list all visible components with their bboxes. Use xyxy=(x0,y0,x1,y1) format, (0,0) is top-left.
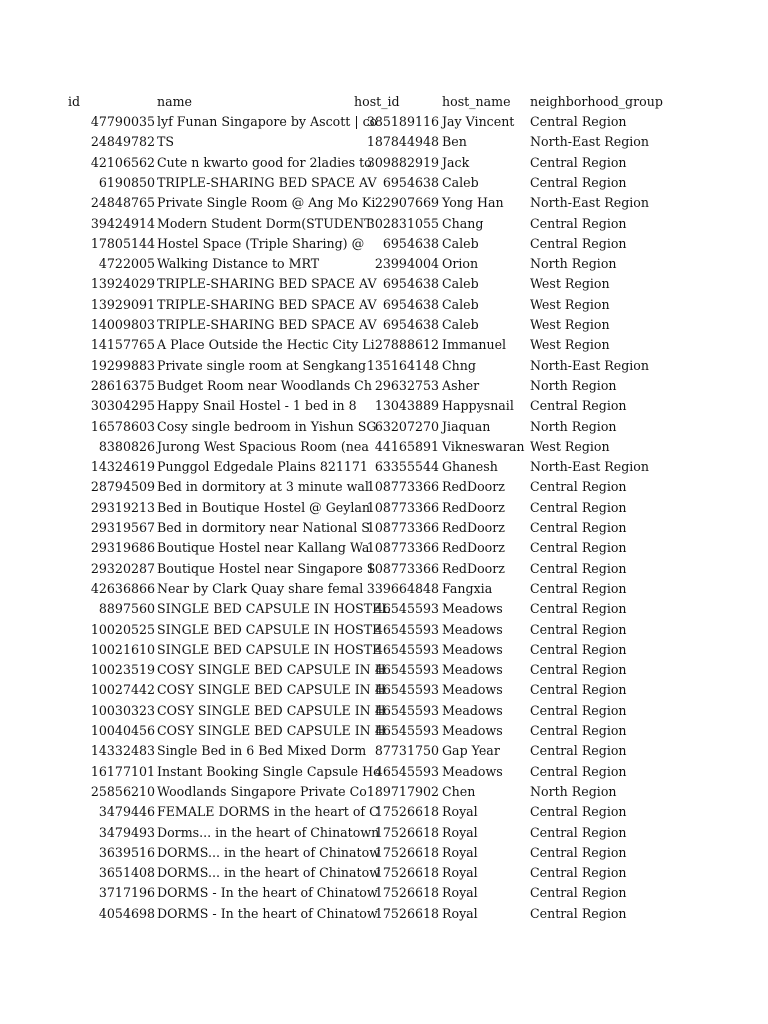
cell-host-id[interactable]: 46545593 xyxy=(374,662,439,678)
cell-id[interactable]: 29320287 xyxy=(90,560,155,576)
table-row[interactable] xyxy=(0,741,768,761)
cell-name[interactable]: COSY SINGLE BED CAPSULE IN H xyxy=(157,682,386,698)
cell-id[interactable]: 14009803 xyxy=(90,317,155,332)
table-row[interactable] xyxy=(0,234,768,254)
cell-name[interactable]: COSY SINGLE BED CAPSULE IN H xyxy=(157,723,386,738)
cell-host-name[interactable]: Vikneswaran xyxy=(442,438,525,454)
cell-host-id[interactable]: 63207270 xyxy=(374,418,439,434)
cell-name[interactable]: TS xyxy=(157,134,175,150)
table-row[interactable] xyxy=(0,680,768,700)
column-header-host-name[interactable]: host_name xyxy=(442,94,511,109)
cell-host-id[interactable]: 46545593 xyxy=(374,702,439,718)
cell-host-id[interactable]: 63355544 xyxy=(374,459,439,475)
table-row[interactable] xyxy=(0,295,768,315)
cell-neighborhood-group[interactable]: Central Region xyxy=(530,885,627,901)
cell-host-name[interactable]: Royal xyxy=(442,844,478,860)
table-row[interactable] xyxy=(0,538,768,558)
cell-neighborhood-group[interactable]: Central Region xyxy=(530,174,627,190)
cell-neighborhood-group[interactable]: Central Region xyxy=(530,824,627,840)
table-row[interactable] xyxy=(0,437,768,457)
table-row[interactable] xyxy=(0,883,768,903)
table-row[interactable] xyxy=(0,498,768,518)
cell-host-id[interactable]: 108773366 xyxy=(366,499,439,515)
cell-neighborhood-group[interactable]: North-East Region xyxy=(530,459,649,475)
table-row[interactable] xyxy=(0,660,768,680)
cell-id[interactable]: 24848765 xyxy=(90,195,155,211)
cell-host-id[interactable]: 17526618 xyxy=(374,844,439,860)
cell-neighborhood-group[interactable]: Central Region xyxy=(530,662,627,678)
cell-id[interactable]: 47790035 xyxy=(90,114,155,129)
table-row[interactable] xyxy=(0,274,768,294)
table-row[interactable] xyxy=(0,132,768,152)
cell-host-id[interactable]: 6954638 xyxy=(382,296,439,312)
cell-host-name[interactable]: RedDoorz xyxy=(442,520,505,535)
cell-host-id[interactable]: 46545593 xyxy=(374,641,439,657)
cell-id[interactable]: 6190850 xyxy=(98,174,155,190)
cell-name[interactable]: TRIPLE-SHARING BED SPACE AV xyxy=(157,276,377,292)
table-row[interactable] xyxy=(0,153,768,173)
table-row[interactable] xyxy=(0,843,768,863)
cell-name[interactable]: Near by Clark Quay share femal xyxy=(157,580,364,596)
cell-name[interactable]: Bed in Boutique Hostel @ Geylan xyxy=(157,499,371,515)
cell-name[interactable]: Cosy single bedroom in Yishun SG xyxy=(157,418,377,434)
cell-id[interactable]: 39424914 xyxy=(90,215,155,231)
cell-name[interactable]: Modern Student Dorm(STUDENT xyxy=(157,215,373,231)
cell-id[interactable]: 3479446 xyxy=(98,804,155,820)
cell-name[interactable]: SINGLE BED CAPSULE IN HOSTE xyxy=(157,641,382,657)
cell-name[interactable]: Budget Room near Woodlands Ch xyxy=(157,377,372,393)
cell-name[interactable]: Private Single Room @ Ang Mo Ki xyxy=(157,195,376,211)
cell-neighborhood-group[interactable]: Central Region xyxy=(530,398,627,414)
cell-id[interactable]: 13929091 xyxy=(90,296,155,312)
cell-neighborhood-group[interactable]: West Region xyxy=(530,317,610,332)
cell-id[interactable]: 16578603 xyxy=(90,418,155,434)
cell-host-name[interactable]: Meadows xyxy=(442,682,503,698)
table-row[interactable] xyxy=(0,802,768,822)
cell-id[interactable]: 29319567 xyxy=(90,520,155,535)
cell-neighborhood-group[interactable]: Central Region xyxy=(530,844,627,860)
cell-host-id[interactable]: 46545593 xyxy=(374,682,439,698)
cell-host-name[interactable]: Ben xyxy=(442,134,467,150)
cell-neighborhood-group[interactable]: North-East Region xyxy=(530,357,649,373)
cell-name[interactable]: Instant Booking Single Capsule Ho xyxy=(157,763,381,779)
cell-host-id[interactable]: 46545593 xyxy=(374,763,439,779)
cell-name[interactable]: Punggol Edgedale Plains 821171 xyxy=(157,459,368,475)
cell-host-name[interactable]: Meadows xyxy=(442,702,503,718)
cell-host-name[interactable]: Meadows xyxy=(442,662,503,678)
cell-host-id[interactable]: 385189116 xyxy=(366,114,439,129)
cell-neighborhood-group[interactable]: West Region xyxy=(530,276,610,292)
cell-neighborhood-group[interactable]: North Region xyxy=(530,377,617,393)
cell-host-id[interactable]: 187844948 xyxy=(366,134,439,150)
column-header-name[interactable]: name xyxy=(157,94,193,109)
cell-neighborhood-group[interactable]: Central Region xyxy=(530,743,627,759)
cell-neighborhood-group[interactable]: North-East Region xyxy=(530,195,649,211)
cell-host-id[interactable]: 309882919 xyxy=(366,154,439,170)
cell-host-id[interactable]: 13043889 xyxy=(374,398,439,414)
cell-host-name[interactable]: RedDoorz xyxy=(442,560,505,576)
cell-host-id[interactable]: 46545593 xyxy=(374,621,439,637)
cell-id[interactable]: 13924029 xyxy=(90,276,155,292)
column-header-neighborhood-group[interactable]: neighborhood_group xyxy=(530,94,663,109)
cell-name[interactable]: COSY SINGLE BED CAPSULE IN H xyxy=(157,662,386,678)
table-row[interactable] xyxy=(0,762,768,782)
cell-host-name[interactable]: Immanuel xyxy=(442,337,507,353)
cell-host-name[interactable]: Meadows xyxy=(442,723,503,738)
cell-host-name[interactable]: Happysnail xyxy=(442,398,514,414)
cell-name[interactable]: TRIPLE-SHARING BED SPACE AV xyxy=(157,174,377,190)
cell-host-name[interactable]: Chen xyxy=(442,783,476,799)
cell-host-id[interactable]: 189717902 xyxy=(366,783,439,799)
cell-host-id[interactable]: 46545593 xyxy=(374,601,439,617)
table-row[interactable] xyxy=(0,457,768,477)
cell-host-id[interactable]: 17526618 xyxy=(374,804,439,820)
cell-host-name[interactable]: Meadows xyxy=(442,641,503,657)
cell-neighborhood-group[interactable]: Central Region xyxy=(530,235,627,251)
cell-host-id[interactable]: 6954638 xyxy=(382,276,439,292)
cell-name[interactable]: Hostel Space (Triple Sharing) @ xyxy=(157,235,365,251)
cell-host-id[interactable]: 23994004 xyxy=(374,256,439,272)
cell-id[interactable]: 28616375 xyxy=(90,377,155,393)
cell-name[interactable]: SINGLE BED CAPSULE IN HOSTE xyxy=(157,621,382,637)
table-row[interactable] xyxy=(0,254,768,274)
cell-host-name[interactable]: Royal xyxy=(442,905,478,921)
cell-neighborhood-group[interactable]: North Region xyxy=(530,783,617,799)
cell-host-name[interactable]: Caleb xyxy=(442,174,479,190)
cell-id[interactable]: 3717196 xyxy=(98,885,155,901)
cell-id[interactable]: 10021610 xyxy=(90,641,155,657)
cell-name[interactable]: SINGLE BED CAPSULE IN HOSTEL xyxy=(157,601,390,617)
cell-name[interactable]: Walking Distance to MRT xyxy=(157,256,320,272)
cell-id[interactable]: 10023519 xyxy=(90,662,155,678)
cell-neighborhood-group[interactable]: Central Region xyxy=(530,641,627,657)
table-row[interactable] xyxy=(0,559,768,579)
cell-name[interactable]: Jurong West Spacious Room (nea xyxy=(157,438,369,454)
cell-id[interactable]: 28794509 xyxy=(90,479,155,495)
cell-name[interactable]: Bed in dormitory near National S xyxy=(157,520,370,535)
cell-host-id[interactable]: 6954638 xyxy=(382,235,439,251)
cell-neighborhood-group[interactable]: Central Region xyxy=(530,580,627,596)
cell-neighborhood-group[interactable]: Central Region xyxy=(530,520,627,535)
cell-host-id[interactable]: 29632753 xyxy=(374,377,439,393)
table-row[interactable] xyxy=(0,620,768,640)
table-row[interactable] xyxy=(0,701,768,721)
cell-host-name[interactable]: Caleb xyxy=(442,317,479,332)
cell-neighborhood-group[interactable]: West Region xyxy=(530,296,610,312)
column-header-id[interactable]: id xyxy=(68,94,81,109)
cell-name[interactable]: FEMALE DORMS in the heart of C xyxy=(157,804,379,820)
cell-id[interactable]: 29319213 xyxy=(90,499,155,515)
cell-id[interactable]: 4722005 xyxy=(98,256,155,272)
cell-neighborhood-group[interactable]: Central Region xyxy=(530,479,627,495)
cell-neighborhood-group[interactable]: Central Region xyxy=(530,763,627,779)
cell-id[interactable]: 4054698 xyxy=(98,905,155,921)
cell-id[interactable]: 3479493 xyxy=(98,824,155,840)
cell-name[interactable]: Boutique Hostel near Kallang Wa xyxy=(157,540,370,556)
cell-host-name[interactable]: Chang xyxy=(442,215,484,231)
cell-neighborhood-group[interactable]: Central Region xyxy=(530,154,627,170)
cell-neighborhood-group[interactable]: Central Region xyxy=(530,560,627,576)
table-row[interactable] xyxy=(0,579,768,599)
cell-name[interactable]: Happy Snail Hostel - 1 bed in 8 xyxy=(157,398,357,414)
cell-id[interactable]: 19299883 xyxy=(90,357,155,373)
table-row[interactable] xyxy=(0,193,768,213)
cell-host-name[interactable]: Caleb xyxy=(442,235,479,251)
cell-id[interactable]: 42106562 xyxy=(90,154,155,170)
table-row[interactable] xyxy=(0,518,768,538)
cell-neighborhood-group[interactable]: Central Region xyxy=(530,865,627,881)
cell-name[interactable]: DORMS - In the heart of Chinatow xyxy=(157,885,378,901)
cell-host-name[interactable]: RedDoorz xyxy=(442,479,505,495)
cell-host-id[interactable]: 22907669 xyxy=(374,195,439,211)
table-row[interactable] xyxy=(0,477,768,497)
cell-host-name[interactable]: Gap Year xyxy=(442,743,500,759)
cell-host-id[interactable]: 87731750 xyxy=(374,743,439,759)
cell-neighborhood-group[interactable]: Central Region xyxy=(530,540,627,556)
table-row[interactable] xyxy=(0,315,768,335)
cell-host-id[interactable]: 108773366 xyxy=(366,520,439,535)
cell-host-id[interactable]: 17526618 xyxy=(374,885,439,901)
table-row[interactable] xyxy=(0,721,768,741)
table-row[interactable] xyxy=(0,782,768,802)
cell-host-id[interactable]: 108773366 xyxy=(366,479,439,495)
cell-host-id[interactable]: 27888612 xyxy=(374,337,439,353)
table-row[interactable] xyxy=(0,376,768,396)
cell-name[interactable]: COSY SINGLE BED CAPSULE IN H xyxy=(157,702,386,718)
cell-neighborhood-group[interactable]: Central Region xyxy=(530,702,627,718)
table-row[interactable] xyxy=(0,863,768,883)
cell-host-name[interactable]: Jack xyxy=(442,154,470,170)
cell-neighborhood-group[interactable]: Central Region xyxy=(530,804,627,820)
cell-id[interactable]: 29319686 xyxy=(90,540,155,556)
cell-host-name[interactable]: Fangxia xyxy=(442,580,493,596)
cell-host-id[interactable]: 108773366 xyxy=(366,560,439,576)
table-row[interactable] xyxy=(0,335,768,355)
table-row[interactable] xyxy=(0,904,768,924)
cell-id[interactable]: 42636866 xyxy=(90,580,155,596)
cell-name[interactable]: Bed in dormitory at 3 minute wal xyxy=(157,479,369,495)
cell-name[interactable]: TRIPLE-SHARING BED SPACE AV xyxy=(157,317,377,332)
cell-neighborhood-group[interactable]: North-East Region xyxy=(530,134,649,150)
cell-id[interactable]: 16177101 xyxy=(90,763,155,779)
cell-host-name[interactable]: Royal xyxy=(442,824,478,840)
cell-name[interactable]: Woodlands Singapore Private Co xyxy=(157,783,367,799)
cell-host-name[interactable]: Orion xyxy=(442,256,479,272)
cell-host-id[interactable]: 17526618 xyxy=(374,905,439,921)
cell-id[interactable]: 10027442 xyxy=(90,682,155,698)
cell-neighborhood-group[interactable]: Central Region xyxy=(530,723,627,738)
table-row[interactable] xyxy=(0,112,768,132)
cell-neighborhood-group[interactable]: Central Region xyxy=(530,682,627,698)
cell-name[interactable]: lyf Funan Singapore by Ascott | co xyxy=(157,114,378,129)
cell-host-name[interactable]: Chng xyxy=(442,357,476,373)
cell-host-id[interactable]: 44165891 xyxy=(374,438,439,454)
cell-name[interactable]: Private single room at Sengkang xyxy=(157,357,367,373)
cell-host-name[interactable]: Royal xyxy=(442,865,478,881)
table-row[interactable] xyxy=(0,173,768,193)
cell-neighborhood-group[interactable]: North Region xyxy=(530,256,617,272)
cell-id[interactable]: 10040456 xyxy=(90,723,155,738)
cell-host-name[interactable]: Royal xyxy=(442,804,478,820)
cell-id[interactable]: 30304295 xyxy=(90,398,155,414)
cell-name[interactable]: TRIPLE-SHARING BED SPACE AV xyxy=(157,296,377,312)
cell-name[interactable]: Boutique Hostel near Singapore S xyxy=(157,560,376,576)
cell-host-id[interactable]: 17526618 xyxy=(374,865,439,881)
cell-host-name[interactable]: Meadows xyxy=(442,601,503,617)
cell-id[interactable]: 14332483 xyxy=(90,743,155,759)
cell-id[interactable]: 10030323 xyxy=(90,702,155,718)
cell-host-name[interactable]: Asher xyxy=(442,377,480,393)
cell-id[interactable]: 3639516 xyxy=(98,844,155,860)
table-row[interactable] xyxy=(0,823,768,843)
cell-host-name[interactable]: RedDoorz xyxy=(442,540,505,556)
cell-host-name[interactable]: Meadows xyxy=(442,621,503,637)
cell-id[interactable]: 17805144 xyxy=(90,235,155,251)
cell-host-id[interactable]: 6954638 xyxy=(382,317,439,332)
cell-neighborhood-group[interactable]: Central Region xyxy=(530,601,627,617)
cell-id[interactable]: 8897560 xyxy=(98,601,155,617)
table-row[interactable] xyxy=(0,356,768,376)
cell-id[interactable]: 3651408 xyxy=(98,865,155,881)
cell-neighborhood-group[interactable]: North Region xyxy=(530,418,617,434)
cell-id[interactable]: 24849782 xyxy=(90,134,155,150)
cell-host-id[interactable]: 46545593 xyxy=(374,723,439,738)
cell-host-id[interactable]: 6954638 xyxy=(382,174,439,190)
cell-host-id[interactable]: 135164148 xyxy=(366,357,439,373)
cell-neighborhood-group[interactable]: West Region xyxy=(530,337,610,353)
cell-neighborhood-group[interactable]: Central Region xyxy=(530,114,627,129)
cell-name[interactable]: A Place Outside the Hectic City Li xyxy=(157,337,375,353)
cell-host-name[interactable]: Caleb xyxy=(442,296,479,312)
cell-host-id[interactable]: 302831055 xyxy=(366,215,439,231)
cell-name[interactable]: Cute n kwarto good for 2ladies to xyxy=(157,154,372,170)
table-row[interactable] xyxy=(0,599,768,619)
column-header-host-id[interactable]: host_id xyxy=(354,94,400,109)
cell-id[interactable]: 14157765 xyxy=(90,337,155,353)
cell-host-id[interactable]: 17526618 xyxy=(374,824,439,840)
cell-neighborhood-group[interactable]: Central Region xyxy=(530,215,627,231)
cell-host-name[interactable]: Royal xyxy=(442,885,478,901)
cell-id[interactable]: 10020525 xyxy=(90,621,155,637)
cell-neighborhood-group[interactable]: Central Region xyxy=(530,905,627,921)
cell-id[interactable]: 8380826 xyxy=(98,438,155,454)
table-row[interactable] xyxy=(0,214,768,234)
cell-host-name[interactable]: Ghanesh xyxy=(442,459,498,475)
cell-neighborhood-group[interactable]: Central Region xyxy=(530,499,627,515)
cell-name[interactable]: DORMS... in the heart of Chinatow xyxy=(157,844,380,860)
cell-host-id[interactable]: 108773366 xyxy=(366,540,439,556)
cell-name[interactable]: DORMS - In the heart of Chinatow xyxy=(157,905,378,921)
cell-host-name[interactable]: RedDoorz xyxy=(442,499,505,515)
cell-host-name[interactable]: Caleb xyxy=(442,276,479,292)
table-row[interactable] xyxy=(0,417,768,437)
table-row[interactable] xyxy=(0,640,768,660)
cell-host-id[interactable]: 339664848 xyxy=(366,580,439,596)
cell-id[interactable]: 14324619 xyxy=(90,459,155,475)
cell-id[interactable]: 25856210 xyxy=(90,783,155,799)
cell-neighborhood-group[interactable]: West Region xyxy=(530,438,610,454)
cell-host-name[interactable]: Jiaquan xyxy=(442,418,491,434)
cell-host-name[interactable]: Jay Vincent xyxy=(442,114,515,129)
cell-name[interactable]: Dorms... in the heart of Chinatown xyxy=(157,824,380,840)
table-row[interactable] xyxy=(0,396,768,416)
cell-host-name[interactable]: Yong Han xyxy=(442,195,504,211)
cell-neighborhood-group[interactable]: Central Region xyxy=(530,621,627,637)
cell-name[interactable]: DORMS... in the heart of Chinatow xyxy=(157,865,380,881)
cell-name[interactable]: Single Bed in 6 Bed Mixed Dorm xyxy=(157,743,367,759)
cell-host-name[interactable]: Meadows xyxy=(442,763,503,779)
